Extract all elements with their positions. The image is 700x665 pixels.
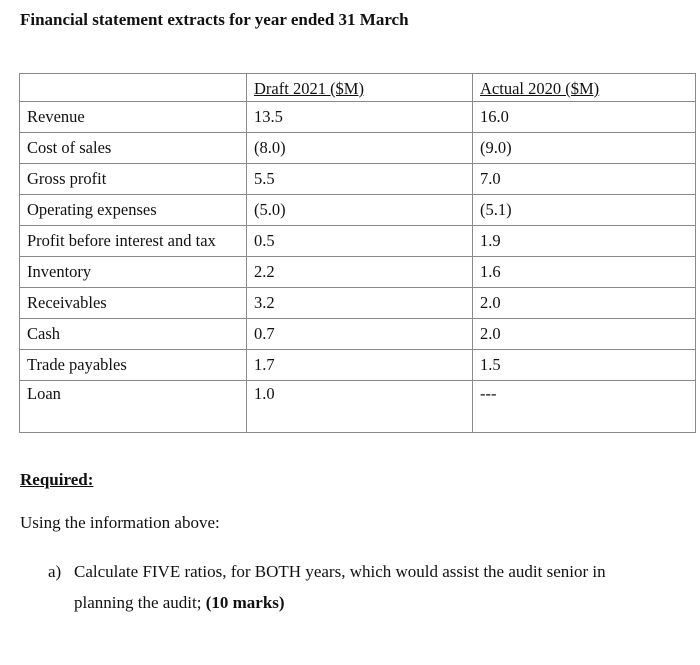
actual-value: 2.0 (473, 288, 696, 319)
table-row (20, 133, 696, 164)
required-heading: Required: (20, 470, 94, 489)
draft-value: (5.0) (247, 195, 473, 226)
row-label: Revenue (20, 102, 247, 133)
table-row (20, 102, 696, 133)
row-label: Loan (20, 381, 247, 433)
actual-value: (5.1) (473, 195, 696, 226)
row-label: Cost of sales (20, 133, 247, 164)
draft-value: 1.7 (247, 350, 473, 381)
question-text-continued: planning the audit; (74, 593, 202, 612)
financial-table (19, 73, 696, 433)
question-text: Calculate FIVE ratios, for BOTH years, which would assist the audit senior in (74, 562, 606, 581)
table-row (20, 257, 696, 288)
question-a (48, 556, 688, 618)
draft-value: 1.0 (247, 381, 473, 433)
actual-value: 1.9 (473, 226, 696, 257)
row-label: Gross profit (20, 164, 247, 195)
draft-value: 13.5 (247, 102, 473, 133)
instruction-text: Using the information above: (20, 513, 220, 532)
table-row (20, 319, 696, 350)
draft-value: 0.7 (247, 319, 473, 350)
table-header-row (20, 74, 696, 102)
question-label: a) (48, 562, 62, 581)
draft-value: 0.5 (247, 226, 473, 257)
question-marks: (10 marks) (205, 593, 285, 612)
row-label: Trade payables (20, 350, 247, 381)
draft-value: 2.2 (247, 257, 473, 288)
table-row (20, 381, 696, 433)
table-row (20, 350, 696, 381)
table-row (20, 226, 696, 257)
document-title: Financial statement extracts for year ended 31 March (20, 10, 409, 29)
actual-value: --- (473, 381, 696, 433)
table-row (20, 195, 696, 226)
draft-value: 3.2 (247, 288, 473, 319)
row-label: Cash (20, 319, 247, 350)
row-label: Operating expenses (20, 195, 247, 226)
draft-value: (8.0) (247, 133, 473, 164)
header-draft-2021: Draft 2021 ($M) (247, 74, 473, 102)
row-label: Receivables (20, 288, 247, 319)
actual-value: 16.0 (473, 102, 696, 133)
table-row (20, 164, 696, 195)
actual-value: 2.0 (473, 319, 696, 350)
row-label: Profit before interest and tax (20, 226, 247, 257)
actual-value: 1.6 (473, 257, 696, 288)
header-actual-2020: Actual 2020 ($M) (473, 74, 696, 102)
actual-value: 7.0 (473, 164, 696, 195)
actual-value: (9.0) (473, 133, 696, 164)
table-row (20, 288, 696, 319)
actual-value: 1.5 (473, 350, 696, 381)
header-label-cell (20, 74, 247, 102)
row-label: Inventory (20, 257, 247, 288)
draft-value: 5.5 (247, 164, 473, 195)
